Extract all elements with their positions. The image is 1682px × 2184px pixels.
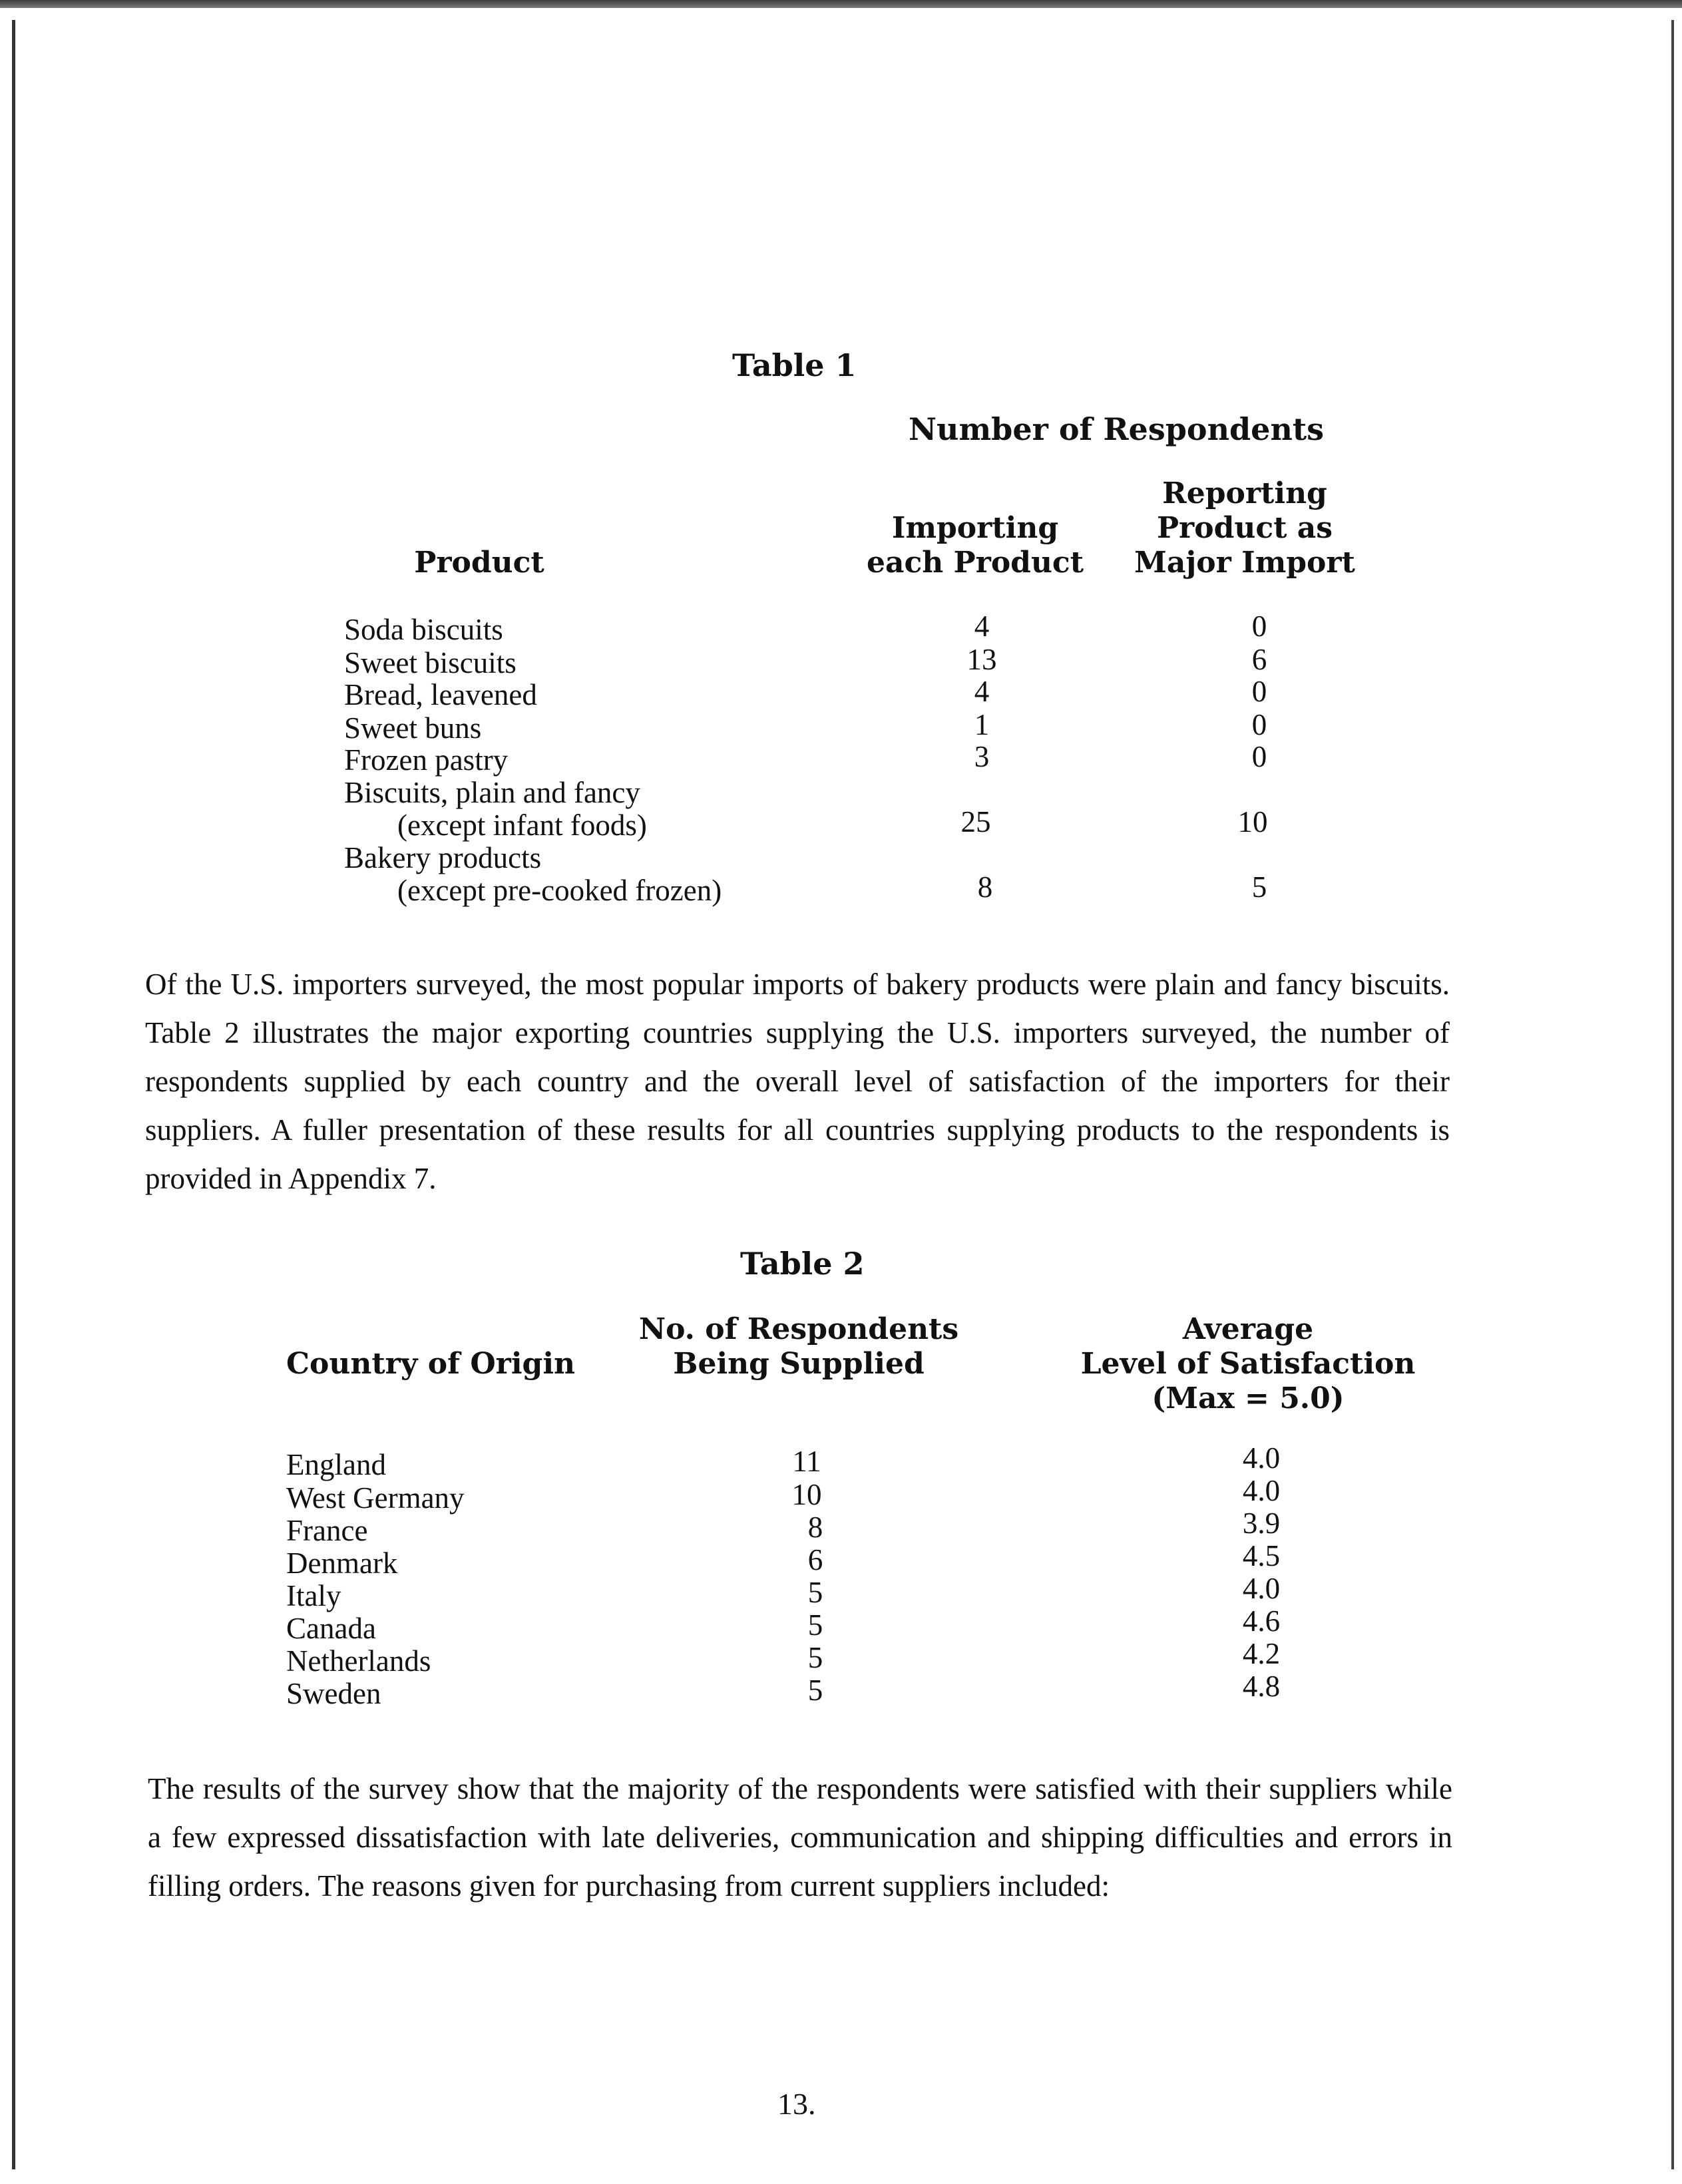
satisfaction-level: 4.6 [1242,1604,1281,1638]
major-import-count: 0 [1251,708,1267,741]
product-name: Biscuits, plain and fancy [344,776,640,809]
major-import-count: 0 [1251,740,1267,773]
importing-count: 3 [974,740,990,773]
respondent-count: 5 [807,1641,823,1674]
table-1-title: Table 1 [732,347,857,383]
product-name: Sweet buns [344,711,482,745]
product-name: Bread, leavened [344,678,537,711]
country-name: Sweden [286,1677,381,1710]
product-name: Sweet biscuits [344,646,517,679]
country-name: Denmark [286,1547,398,1580]
country-name: West Germany [286,1481,465,1515]
scan-right-edge [1671,20,1674,2169]
country-name: England [286,1448,386,1481]
respondent-count: 5 [807,1674,823,1707]
table-1-col-product: Product [414,546,544,580]
importing-count: 25 [960,805,991,838]
product-name: Frozen pastry [344,743,509,777]
country-name: France [286,1514,368,1547]
body-paragraph-2: The results of the survey show that the majority of the respondents were satisfied with their suppliers while a few expressed dissatisfaction with late deliveries, communication and shipping difficulties and errors in filling orders. The reasons given for purchasing from current suppliers included: [148,1772,1452,1903]
table-1-col-major: Reporting Product as Major Import [1134,476,1355,580]
country-name: Italy [286,1579,341,1612]
importing-count: 1 [974,708,990,741]
scan-left-edge [12,20,15,2169]
satisfaction-level: 4.0 [1242,1441,1281,1475]
country-name: Canada [286,1612,376,1645]
respondent-count: 8 [807,1511,823,1544]
satisfaction-level: 4.5 [1242,1539,1281,1572]
product-name: Bakery products [344,841,542,874]
satisfaction-level: 4.8 [1242,1670,1281,1703]
satisfaction-level: 4.0 [1242,1572,1281,1605]
respondent-count: 6 [807,1543,823,1576]
product-qualifier: (except pre-cooked frozen) [397,874,722,907]
major-import-count: 6 [1251,643,1267,676]
satisfaction-level: 3.9 [1242,1507,1281,1540]
table-2-col-country: Country of Origin [286,1347,576,1381]
importing-count: 4 [974,675,990,708]
respondent-count: 5 [807,1576,823,1609]
importing-count: 13 [966,643,997,676]
satisfaction-level: 4.0 [1242,1474,1281,1507]
table-1-col-importing: Importing each Product [866,511,1084,580]
country-name: Netherlands [286,1644,431,1678]
product-qualifier: (except infant foods) [397,809,647,842]
respondent-count: 10 [791,1478,822,1511]
major-import-count: 0 [1251,610,1267,643]
product-name: Soda biscuits [344,613,503,646]
respondent-count: 11 [792,1445,821,1478]
major-import-count: 5 [1251,870,1267,904]
respondent-count: 5 [807,1608,823,1642]
page-number: 13. [777,2087,816,2121]
major-import-count: 0 [1251,675,1267,708]
satisfaction-level: 4.2 [1242,1637,1281,1670]
table-2-col-respondents: No. of Respondents Being Supplied [638,1312,959,1381]
major-import-count: 10 [1237,805,1268,838]
scan-top-edge [0,0,1682,8]
body-paragraph-1: Of the U.S. importers surveyed, the most popular imports of bakery products were plain and fancy biscuits. Table 2 illustrates the major exporting countries supplying the U.S. importers surveyed, the number of respondents supplied by each country and the overall level of satisfaction of the importers for their suppliers. A fuller presentation of these results for all countries supplying products to the respondents is provided in Appendix 7. [145,968,1450,1195]
importing-count: 8 [977,870,993,904]
table-2-col-satisfaction: Average Level of Satisfaction (Max = 5.0) [1080,1312,1416,1415]
table-2-title: Table 2 [740,1246,865,1282]
table-1-group-header: Number of Respondents [909,411,1325,447]
importing-count: 4 [974,610,990,643]
